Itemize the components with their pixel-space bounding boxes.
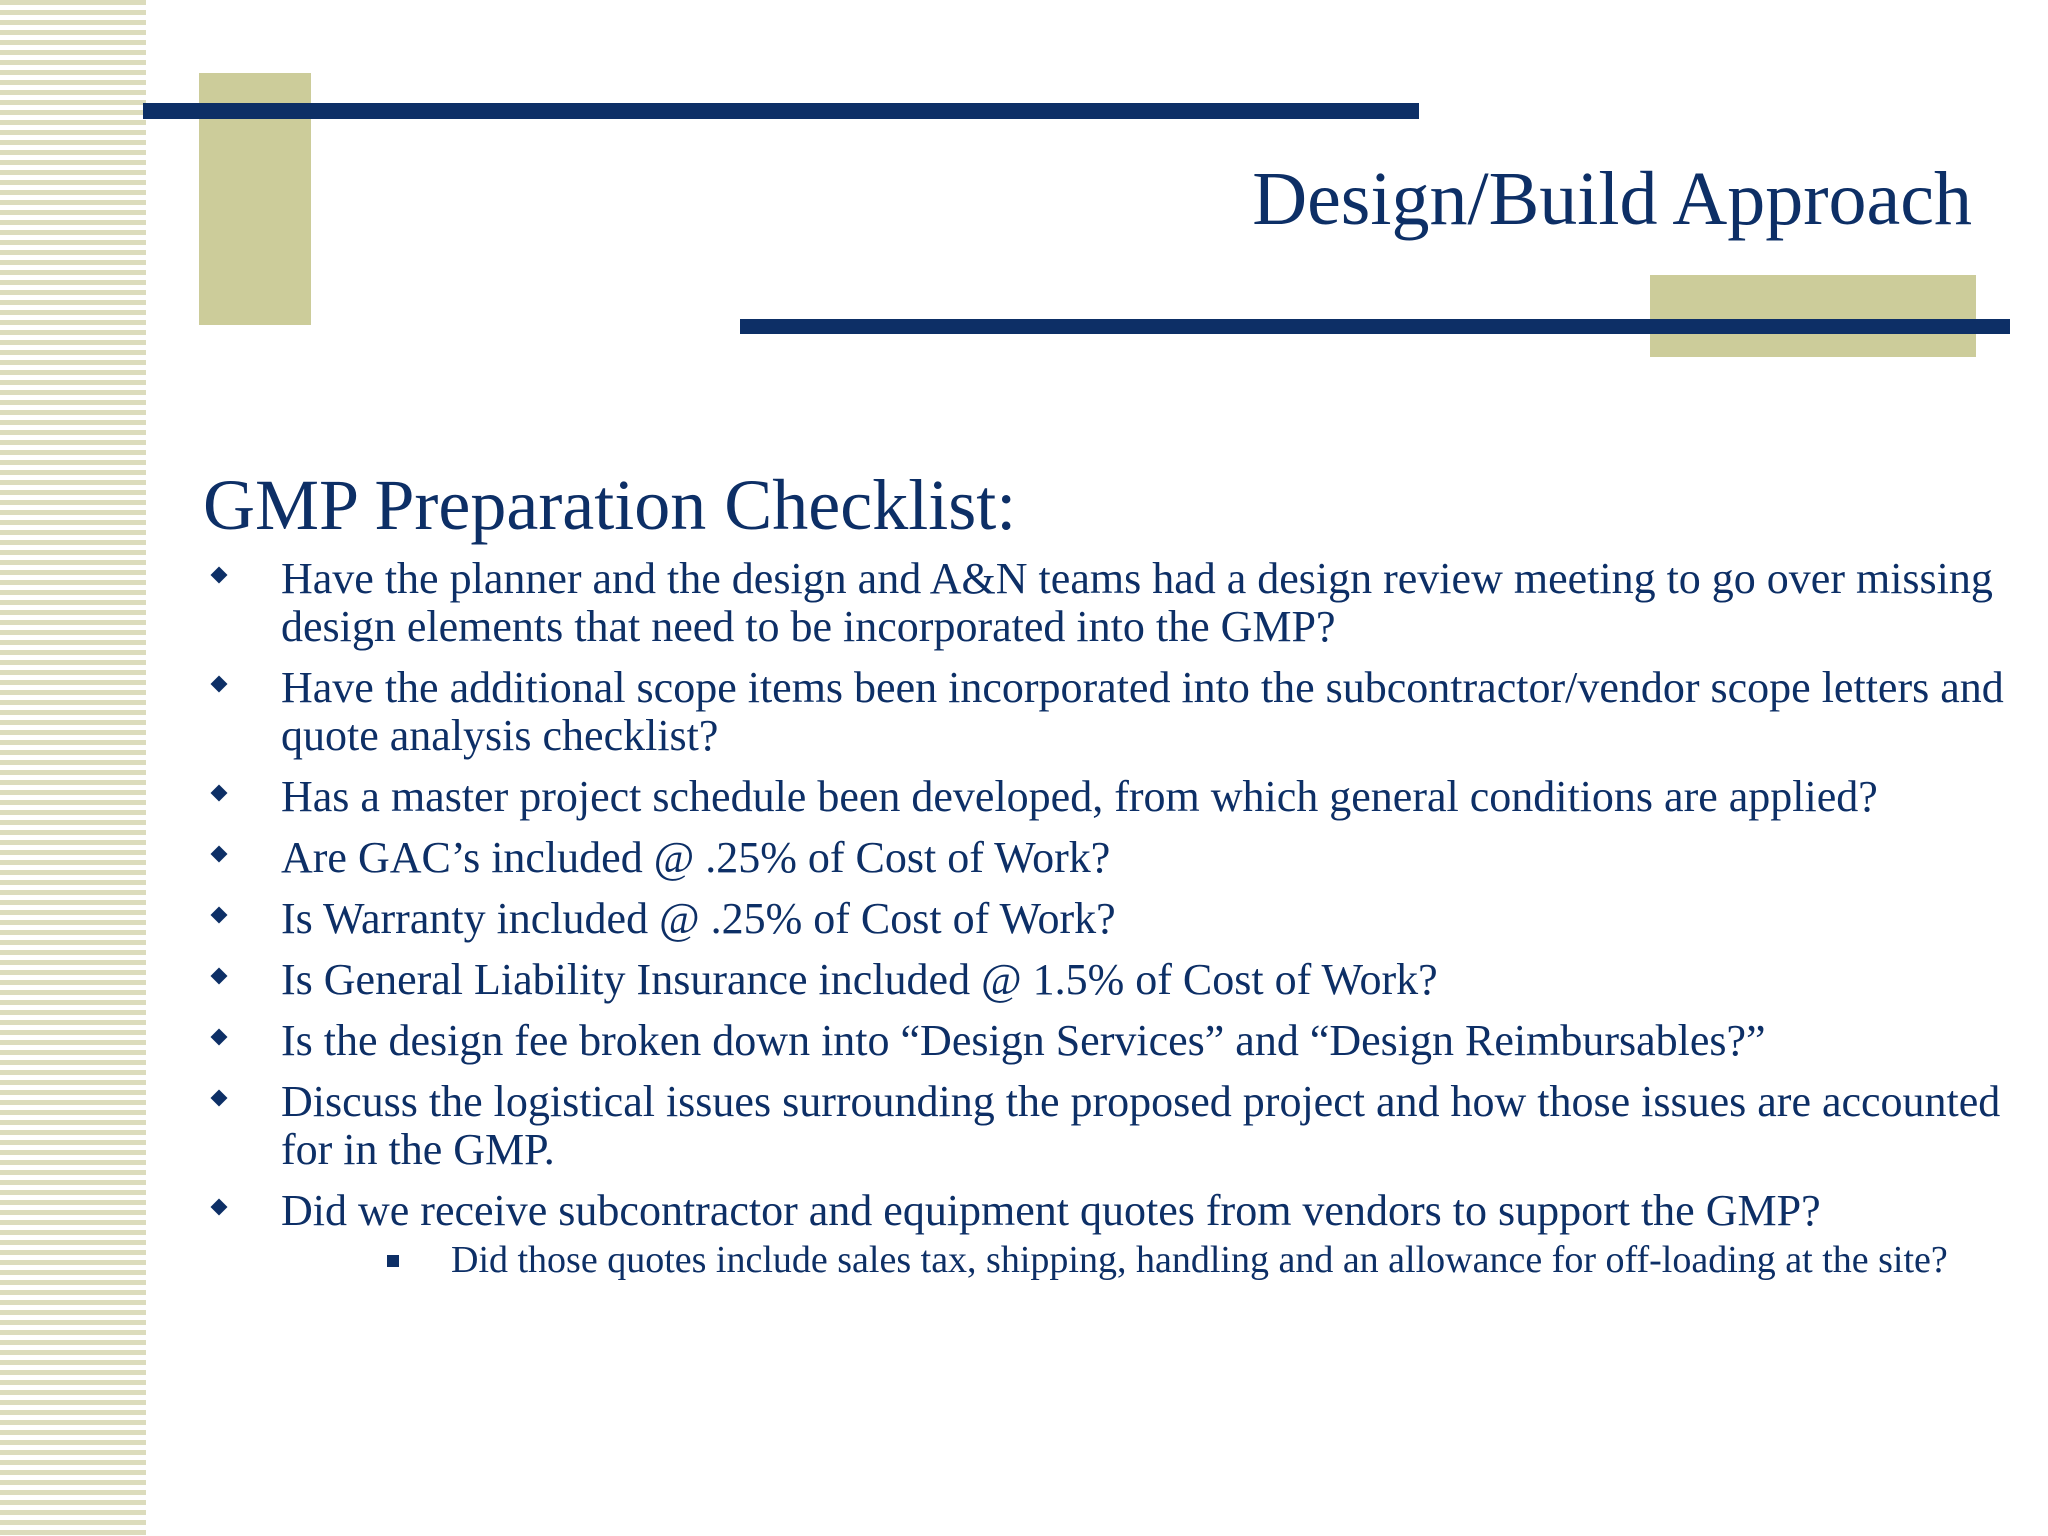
title-rule-bottom [740, 319, 2010, 334]
checklist-item-text: Is General Liability Insurance included @ 1.5% of Cost of Work? [281, 955, 1438, 1005]
decorative-khaki-block-right [1650, 275, 1976, 357]
checklist-item-text: Have the planner and the design and A&N teams had a design review meeting to go over missing design elements that need to be incorporated into the GMP? [281, 554, 1993, 652]
checklist-item-text: Have the additional scope items been incorporated into the subcontractor/vendor scope letters and quote analysis checklist? [281, 663, 2004, 761]
checklist-item [203, 773, 2015, 821]
checklist-item [203, 1187, 2015, 1282]
checklist-item-text: Discuss the logistical issues surrounding the proposed project and how those issues are accounted for in the GMP. [281, 1077, 2001, 1175]
square-bullet-icon [387, 1255, 399, 1267]
diamond-bullet-icon [211, 968, 227, 984]
title-rule-top [143, 103, 1419, 119]
checklist-item-text: Are GAC’s included @ .25% of Cost of Work? [281, 833, 1111, 883]
diamond-bullet-icon [211, 1029, 227, 1045]
slide-content [203, 466, 2015, 1295]
section-heading: GMP Preparation Checklist: [203, 465, 1017, 545]
diamond-bullet-icon [211, 676, 227, 692]
checklist-item-text: Is the design fee broken down into “Design Services” and “Design Reimbursables?” [281, 1016, 1766, 1066]
checklist-item-text: Has a master project schedule been developed, from which general conditions are applied? [281, 772, 1878, 822]
diamond-bullet-icon [211, 846, 227, 862]
checklist-item-text: Did we receive subcontractor and equipment quotes from vendors to support the GMP? [281, 1186, 1821, 1236]
diamond-bullet-icon [211, 785, 227, 801]
checklist-item [203, 956, 2015, 1004]
checklist-subitem-text: Did those quotes include sales tax, shipping, handling and an allowance for off-loading at the site? [451, 1239, 1948, 1282]
left-striped-border [0, 0, 146, 1536]
checklist-item [203, 1078, 2015, 1174]
checklist-item [203, 1017, 2015, 1065]
checklist [203, 555, 2015, 1282]
diamond-bullet-icon [211, 1090, 227, 1106]
slide-title: Design/Build Approach [1252, 157, 1972, 241]
checklist-item [203, 895, 2015, 943]
diamond-bullet-icon [211, 567, 227, 583]
checklist-item [203, 555, 2015, 651]
checklist-item [203, 664, 2015, 760]
diamond-bullet-icon [211, 1199, 227, 1215]
diamond-bullet-icon [211, 907, 227, 923]
checklist-item-text: Is Warranty included @ .25% of Cost of Work? [281, 894, 1116, 944]
checklist-item [203, 834, 2015, 882]
checklist-subitem [281, 1239, 2015, 1282]
